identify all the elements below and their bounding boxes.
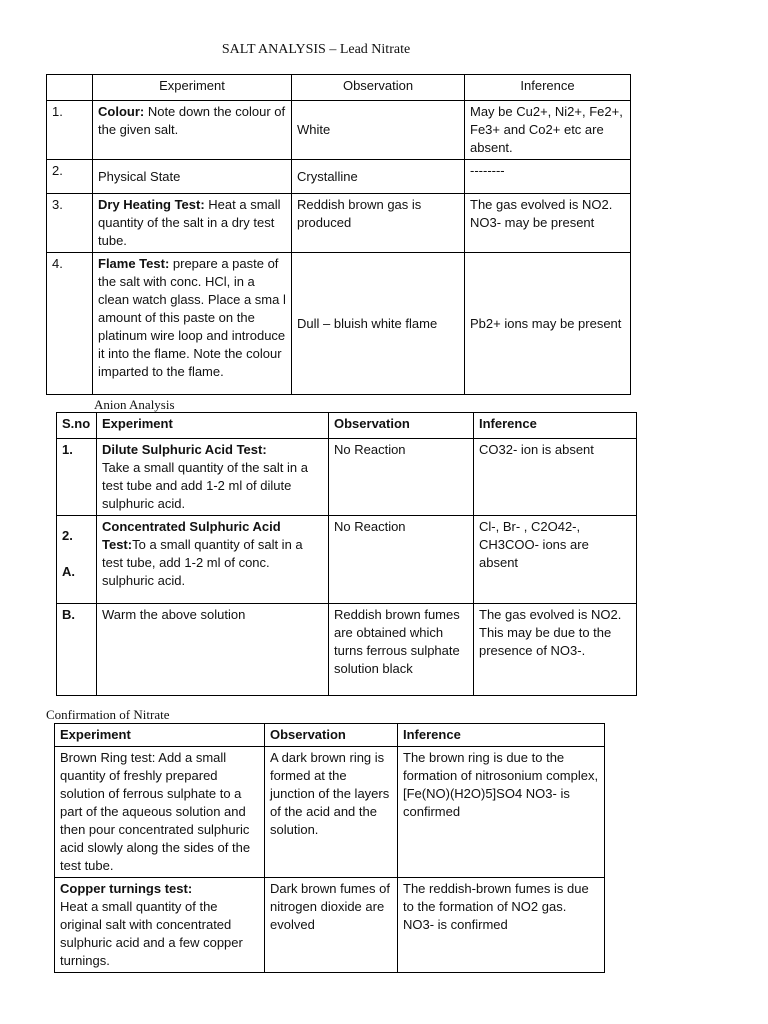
observation-cell: Crystalline	[292, 160, 465, 194]
experiment-cell	[97, 439, 329, 516]
header-sno: S.no	[57, 413, 97, 439]
inference-cell: --------	[465, 160, 631, 194]
confirmation-caption: Confirmation of Nitrate	[46, 707, 170, 722]
experiment-text: Take a small quantity of the salt in a test tube and add 1-2 ml of dilute sulphuric acid.	[102, 460, 308, 511]
experiment-title: Dilute Sulphuric Acid Test:	[102, 442, 267, 457]
table-header-row	[55, 724, 605, 747]
table-row	[57, 439, 637, 516]
preliminary-tests-table	[46, 74, 631, 395]
inference-cell: Pb2+ ions may be present	[465, 253, 631, 395]
header-sno	[47, 75, 93, 101]
experiment-cell	[93, 253, 292, 395]
observation-cell: A dark brown ring is formed at the junction of the layers of the acid and the solution.	[265, 747, 398, 878]
experiment-cell	[97, 516, 329, 604]
table-header-row	[47, 75, 631, 101]
experiment-title: Flame Test:	[98, 256, 170, 271]
experiment-cell	[93, 194, 292, 253]
experiment-title: Dry Heating Test:	[98, 197, 205, 212]
experiment-title: Copper turnings test:	[60, 881, 193, 896]
row-number: 2. A.	[57, 516, 97, 604]
row-number: 3.	[47, 194, 93, 253]
observation-cell: Dull – bluish white flame	[292, 253, 465, 395]
header-observation: Observation	[329, 413, 474, 439]
inference-cell: The brown ring is due to the formation of nitrosonium complex, [Fe(NO)(H2O)5]SO4 NO3- is confirmed	[398, 747, 605, 878]
header-observation: Observation	[292, 75, 465, 101]
row-number: 4.	[47, 253, 93, 395]
inference-cell: The gas evolved is NO2. NO3- may be present	[465, 194, 631, 253]
anion-analysis-caption: Anion Analysis	[94, 397, 175, 412]
experiment-text: Brown Ring test: Add a small quantity of freshly prepared solution of ferrous sulphate to a part of the aqueous solution and then pour concentrated sulphuric acid slowly along the sides of the test tube.	[60, 750, 251, 873]
observation-cell: Dark brown fumes of nitrogen dioxide are evolved	[265, 878, 398, 973]
table-row	[55, 747, 605, 878]
inference-cell: The reddish-brown fumes is due to the formation of NO2 gas. NO3- is confirmed	[398, 878, 605, 973]
observation-cell: Reddish brown fumes are obtained which turns ferrous sulphate solution black	[329, 604, 474, 696]
inference-cell: The gas evolved is NO2. This may be due to the presence of NO3-.	[474, 604, 637, 696]
observation-cell: White	[292, 101, 465, 160]
table-row	[55, 878, 605, 973]
header-experiment: Experiment	[97, 413, 329, 439]
table-row	[47, 253, 631, 395]
row-number: 1.	[47, 101, 93, 160]
inference-cell: Cl-, Br- , C2O42-, CH3COO- ions are absent	[474, 516, 637, 604]
table-row	[57, 516, 637, 604]
header-inference: Inference	[398, 724, 605, 747]
inference-cell: May be Cu2+, Ni2+, Fe2+, Fe3+ and Co2+ etc are absent.	[465, 101, 631, 160]
experiment-title: Concentrated Sulphuric Acid Test:	[102, 519, 281, 552]
experiment-text: Heat a small quantity of the salt in a dry test tube.	[98, 197, 281, 248]
confirmation-table	[54, 723, 605, 973]
experiment-cell	[55, 878, 265, 973]
experiment-cell: Warm the above solution	[97, 604, 329, 696]
table-header-row	[57, 413, 637, 439]
experiment-text: To a small quantity of salt in a test tube, add 1-2 ml of conc. sulphuric acid.	[102, 537, 303, 588]
observation-cell: No Reaction	[329, 439, 474, 516]
observation-cell: No Reaction	[329, 516, 474, 604]
table-row	[47, 101, 631, 160]
experiment-cell	[93, 160, 292, 194]
row-number: B.	[57, 604, 97, 696]
header-experiment: Experiment	[93, 75, 292, 101]
observation-cell: Reddish brown gas is produced	[292, 194, 465, 253]
experiment-cell	[55, 747, 265, 878]
row-number: 2.	[47, 160, 93, 194]
experiment-text: Note down the colour of the given salt.	[98, 104, 286, 137]
table-row	[57, 604, 637, 696]
header-observation: Observation	[265, 724, 398, 747]
inference-cell: CO32- ion is absent	[474, 439, 637, 516]
document-title: SALT ANALYSIS – Lead Nitrate	[221, 42, 411, 57]
experiment-title: Colour:	[98, 104, 145, 119]
experiment-text: prepare a paste of the salt with conc. HCl, in a clean watch glass. Place a sma l amount of this paste on the platinum wire loop and introduce it into the flame. Note the colour imparted to the flame.	[98, 256, 286, 379]
experiment-text: Heat a small quantity of the original salt with concentrated sulphuric acid and a few copper turnings.	[60, 899, 243, 968]
experiment-text: Physical State	[98, 168, 181, 184]
header-inference: Inference	[474, 413, 637, 439]
header-inference: Inference	[465, 75, 631, 101]
experiment-cell	[93, 101, 292, 160]
anion-analysis-table	[56, 412, 637, 696]
header-experiment: Experiment	[55, 724, 265, 747]
row-number: 1.	[57, 439, 97, 516]
table-row	[47, 160, 631, 194]
table-row	[47, 194, 631, 253]
